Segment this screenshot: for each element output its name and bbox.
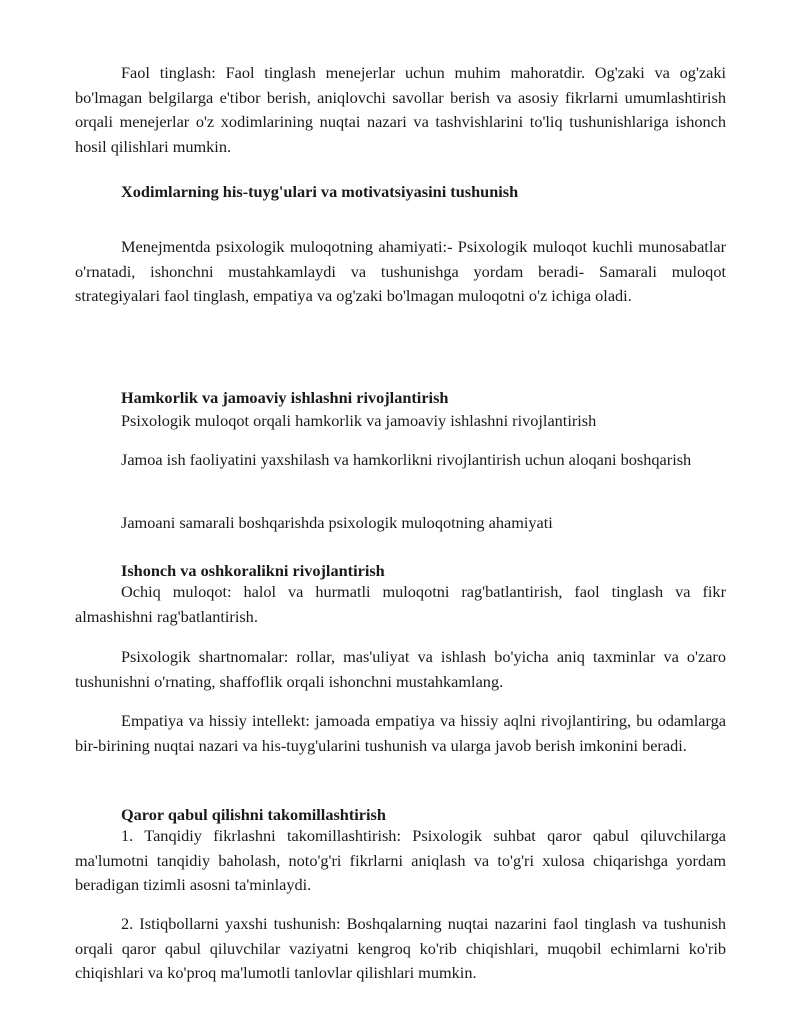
paragraph-collaboration-1: Psixologik muloqot orqali hamkorlik va jamoaviy ishlashni rivojlantirish (121, 411, 597, 430)
paragraph-perspectives: 2. Istiqbollarni yaxshi tushunish: Boshqalarning nuqtai nazarini faol tinglash va tushunish orqali qaror qabul qiluvchilar vaziyatni kengroq ko'rib chiqishlari, muqobil echimlarni ko'rib chiqishlari va ko'proq ma'lumotli tanlovlar qilishlari mumkin. (75, 914, 726, 983)
paragraph-psychological-communication: Menejmentda psixologik muloqotning ahamiyati:- Psixologik muloqot kuchli munosabatlar o'rnatadi, ishonchni mustahkamlaydi va tushunishga yordam beradi- Samarali muloqot strategiyalari faol tinglash, empatiya va og'zaki bo'lmagan muloqotni o'z ichiga oladi. (75, 237, 726, 306)
paragraph-collaboration-2: Jamoa ish faoliyatini yaxshilash va hamkorlikni rivojlantirish uchun aloqani boshqarish (121, 450, 692, 469)
paragraph-active-listening: Faol tinglash: Faol tinglash menejerlar uchun muhim mahoratdir. Og'zaki va og'zaki bo'lmagan belgilarga e'tibor berish, aniqlovchi savollar berish va asosiy fikrlarni umumlashtirish orqali menejerlar o'z xodimlarining nuqtai nazari va tashvishlarini to'liq tushunishlariga ishonch hosil qilishlari mumkin. (75, 63, 726, 157)
paragraph-collaboration-3: Jamoani samarali boshqarishda psixologik muloqotning ahamiyati (121, 513, 553, 532)
heading-decision-making: Qaror qabul qilishni takomillashtirish (121, 805, 386, 824)
heading-employee-emotions: Xodimlarning his-tuyg'ulari va motivatsiyasini tushunish (121, 182, 519, 201)
paragraph-critical-thinking: 1. Tanqidiy fikrlashni takomillashtirish: Psixologik suhbat qaror qabul qiluvchilarga ma'lumotni tanqidiy baholash, noto'g'ri fikrlarni aniqlash va to'g'ri xulosa chiqarishga yordam beradigan tizimli asosni ta'minlaydi. (75, 826, 726, 895)
heading-trust: Ishonch va oshkoralikni rivojlantirish (121, 561, 385, 580)
paragraph-psychological-contracts: Psixologik shartnomalar: rollar, mas'uliyat va ishlash bo'yicha aniq taxminlar va o'zaro tushunishni o'rnating, shaffoflik orqali ishonchni mustahkamlang. (75, 647, 726, 691)
paragraph-empathy: Empatiya va hissiy intellekt: jamoada empatiya va hissiy aqlni rivojlantiring, bu odamlarga bir-birining nuqtai nazari va his-tuyg'ularini tushunish va ularga javob berish imkonini beradi. (75, 711, 726, 755)
paragraph-open-communication: Ochiq muloqot: halol va hurmatli muloqotni rag'batlantirish, faol tinglash va fikr almashishni rag'batlantirish. (75, 582, 726, 626)
heading-collaboration: Hamkorlik va jamoaviy ishlashni rivojlantirish (121, 388, 449, 407)
